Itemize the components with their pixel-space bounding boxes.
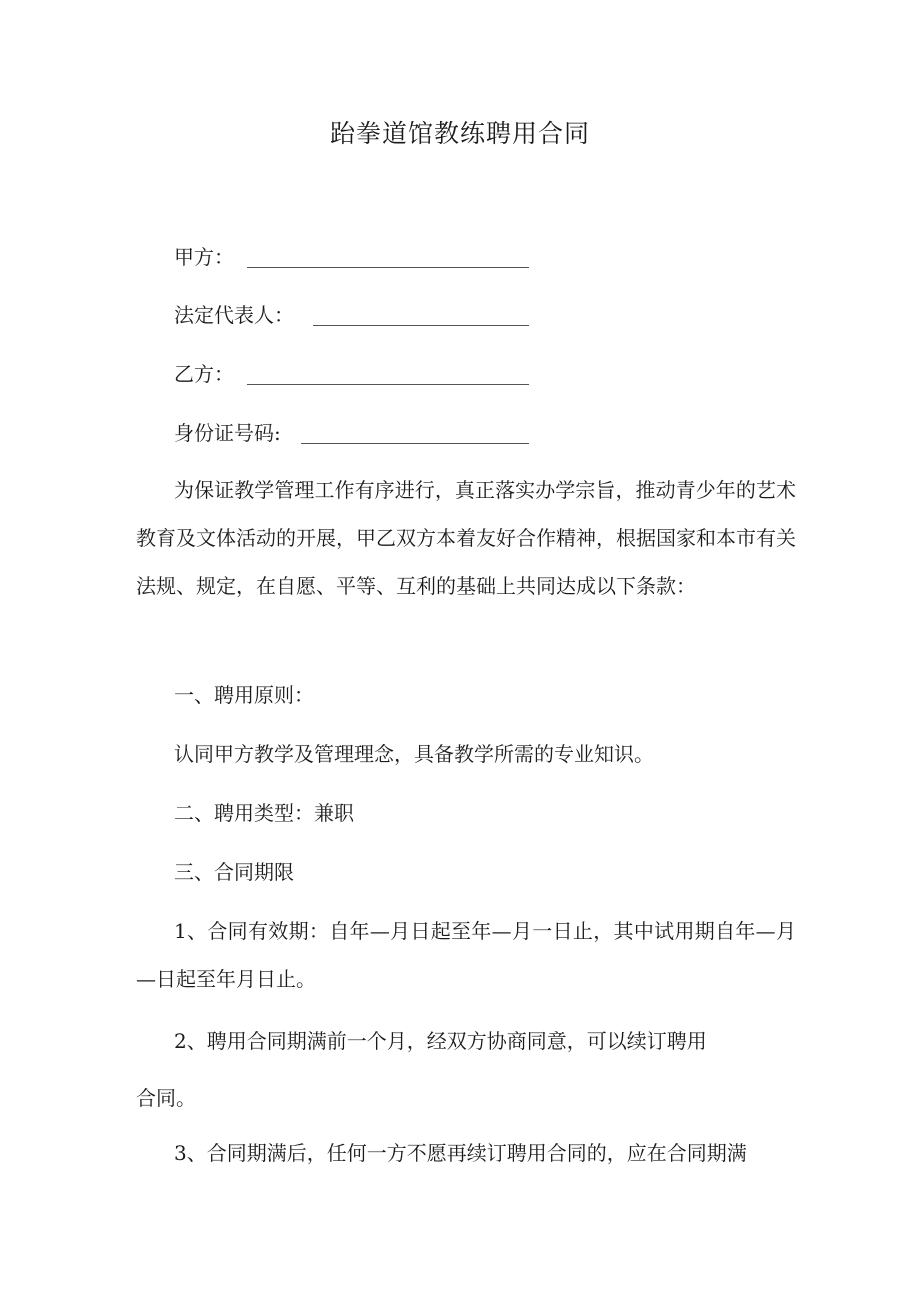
section-2-heading: 二、聘用类型：兼职	[174, 801, 354, 825]
intro-paragraph: 为保证教学管理工作有序进行，真正落实办学宗旨，推动青少年的艺术教育及文体活动的开展，甲乙双方本着友好合作精神，根据国家和本市有关法规、规定，在自愿、平等、互利的基础上共同达成以下条款：	[136, 478, 796, 598]
legal-representative-blank-line	[313, 325, 529, 326]
id-number-blank-line	[301, 443, 529, 444]
field-id-number	[174, 416, 534, 450]
party-a-blank-line	[247, 267, 529, 268]
clause-2-line-2: 合同。	[136, 1086, 196, 1110]
field-legal-representative	[174, 298, 534, 332]
field-label-party-b: 乙方：	[174, 362, 234, 386]
party-b-blank-line	[247, 384, 529, 385]
section-1-text: 认同甲方教学及管理理念，具备教学所需的专业知识。	[174, 742, 654, 766]
page-title: 跆拳道馆教练聘用合同	[329, 119, 590, 148]
clause-2-line-1: 2、聘用合同期满前一个月，经双方协商同意，可以续订聘用	[174, 1029, 707, 1053]
field-party-a	[174, 240, 534, 274]
field-label-id-number: 身份证号码:	[174, 421, 281, 445]
field-label-party-a: 甲方：	[174, 245, 234, 269]
clause-1-paragraph: 1、合同有效期：自年—月日起至年—月一日止，其中试用期自年—月—日起至年月日止。	[136, 919, 796, 991]
clause-3-line: 3、合同期满后，任何一方不愿再续订聘用合同的，应在合同期满	[174, 1141, 747, 1165]
field-party-b	[174, 357, 534, 391]
section-3-heading: 三、合同期限	[174, 860, 294, 884]
section-1-heading: 一、聘用原则：	[174, 683, 314, 707]
field-label-legal-representative: 法定代表人：	[174, 303, 294, 327]
